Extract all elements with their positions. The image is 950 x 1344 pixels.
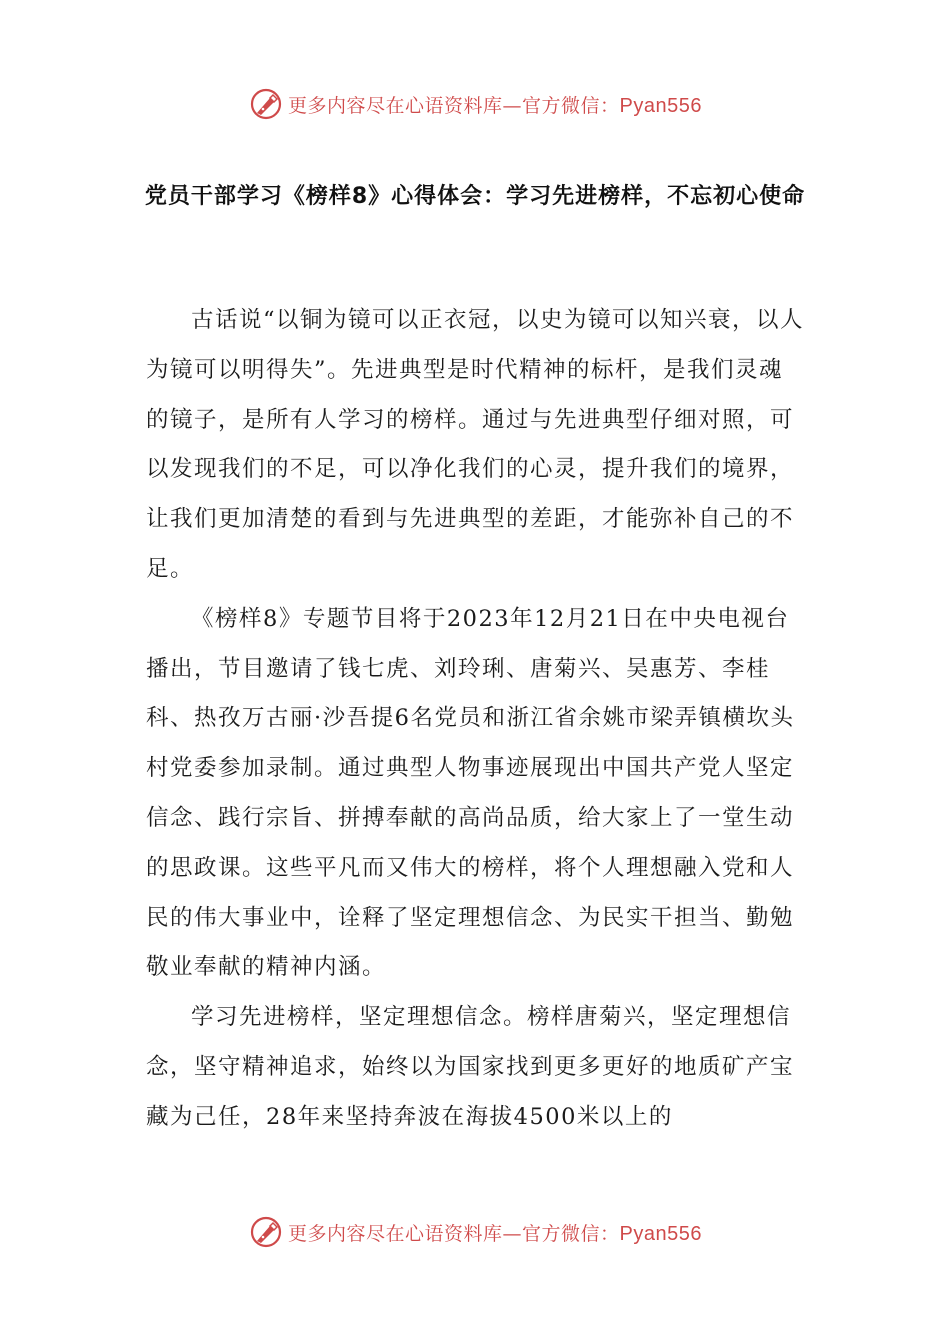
wechat-id: Pyan556 (619, 1222, 702, 1245)
watermark-text (288, 91, 702, 118)
paragraph-2: 《榜样8》专题节目将于2023年12月21日在中央电视台播出，节目邀请了钱七虎、刘玲琍、唐菊兴、吴惠芳、李桂科、热孜万古丽·沙吾提6名党员和浙江省余姚市梁弄镇横坎头村党委参加录制。通过典型人物事迹展现出中国共产党人坚定信念、践行宗旨、拼搏奉献的高尚品质，给大家上了一堂生动的思政课。这些平凡而又伟大的榜样，将个人理想融入党和人民的伟大事业中，诠释了坚定理想信念、为民实干担当、勤勉敬业奉献的精神内涵。 (146, 605, 795, 981)
pen-nib-logo-icon (248, 1214, 284, 1250)
watermark-text (288, 1219, 702, 1246)
pen-nib-logo-icon (248, 86, 284, 122)
footer-watermark (0, 1210, 950, 1254)
paragraph-1: 古话说“以铜为镜可以正衣冠，以史为镜可以知兴衰，以人为镜可以明得失”。先进典型是时代精神的标杆，是我们灵魂的镜子，是所有人学习的榜样。通过与先进典型仔细对照，可以发现我们的不足，可以净化我们的心灵，提升我们的境界，让我们更加清楚的看到与先进典型的差距，才能弥补自己的不足。 (146, 307, 805, 582)
watermark-label: 更多内容尽在心语资料库—官方微信： (288, 1222, 620, 1245)
paragraph-3: 学习先进榜样，坚定理想信念。榜样唐菊兴，坚定理想信念，坚守精神追求，始终以为国家找到更多更好的地质矿产宝藏为己任，28年来坚持奔波在海拔4500米以上的 (146, 1004, 795, 1130)
header-watermark (0, 82, 950, 126)
wechat-id: Pyan556 (619, 94, 702, 117)
document-title: 党员干部学习《榜样8》心得体会：学习先进榜样，不忘初心使命 (144, 184, 806, 209)
document-body (146, 296, 806, 1143)
watermark-label: 更多内容尽在心语资料库—官方微信： (288, 94, 620, 117)
